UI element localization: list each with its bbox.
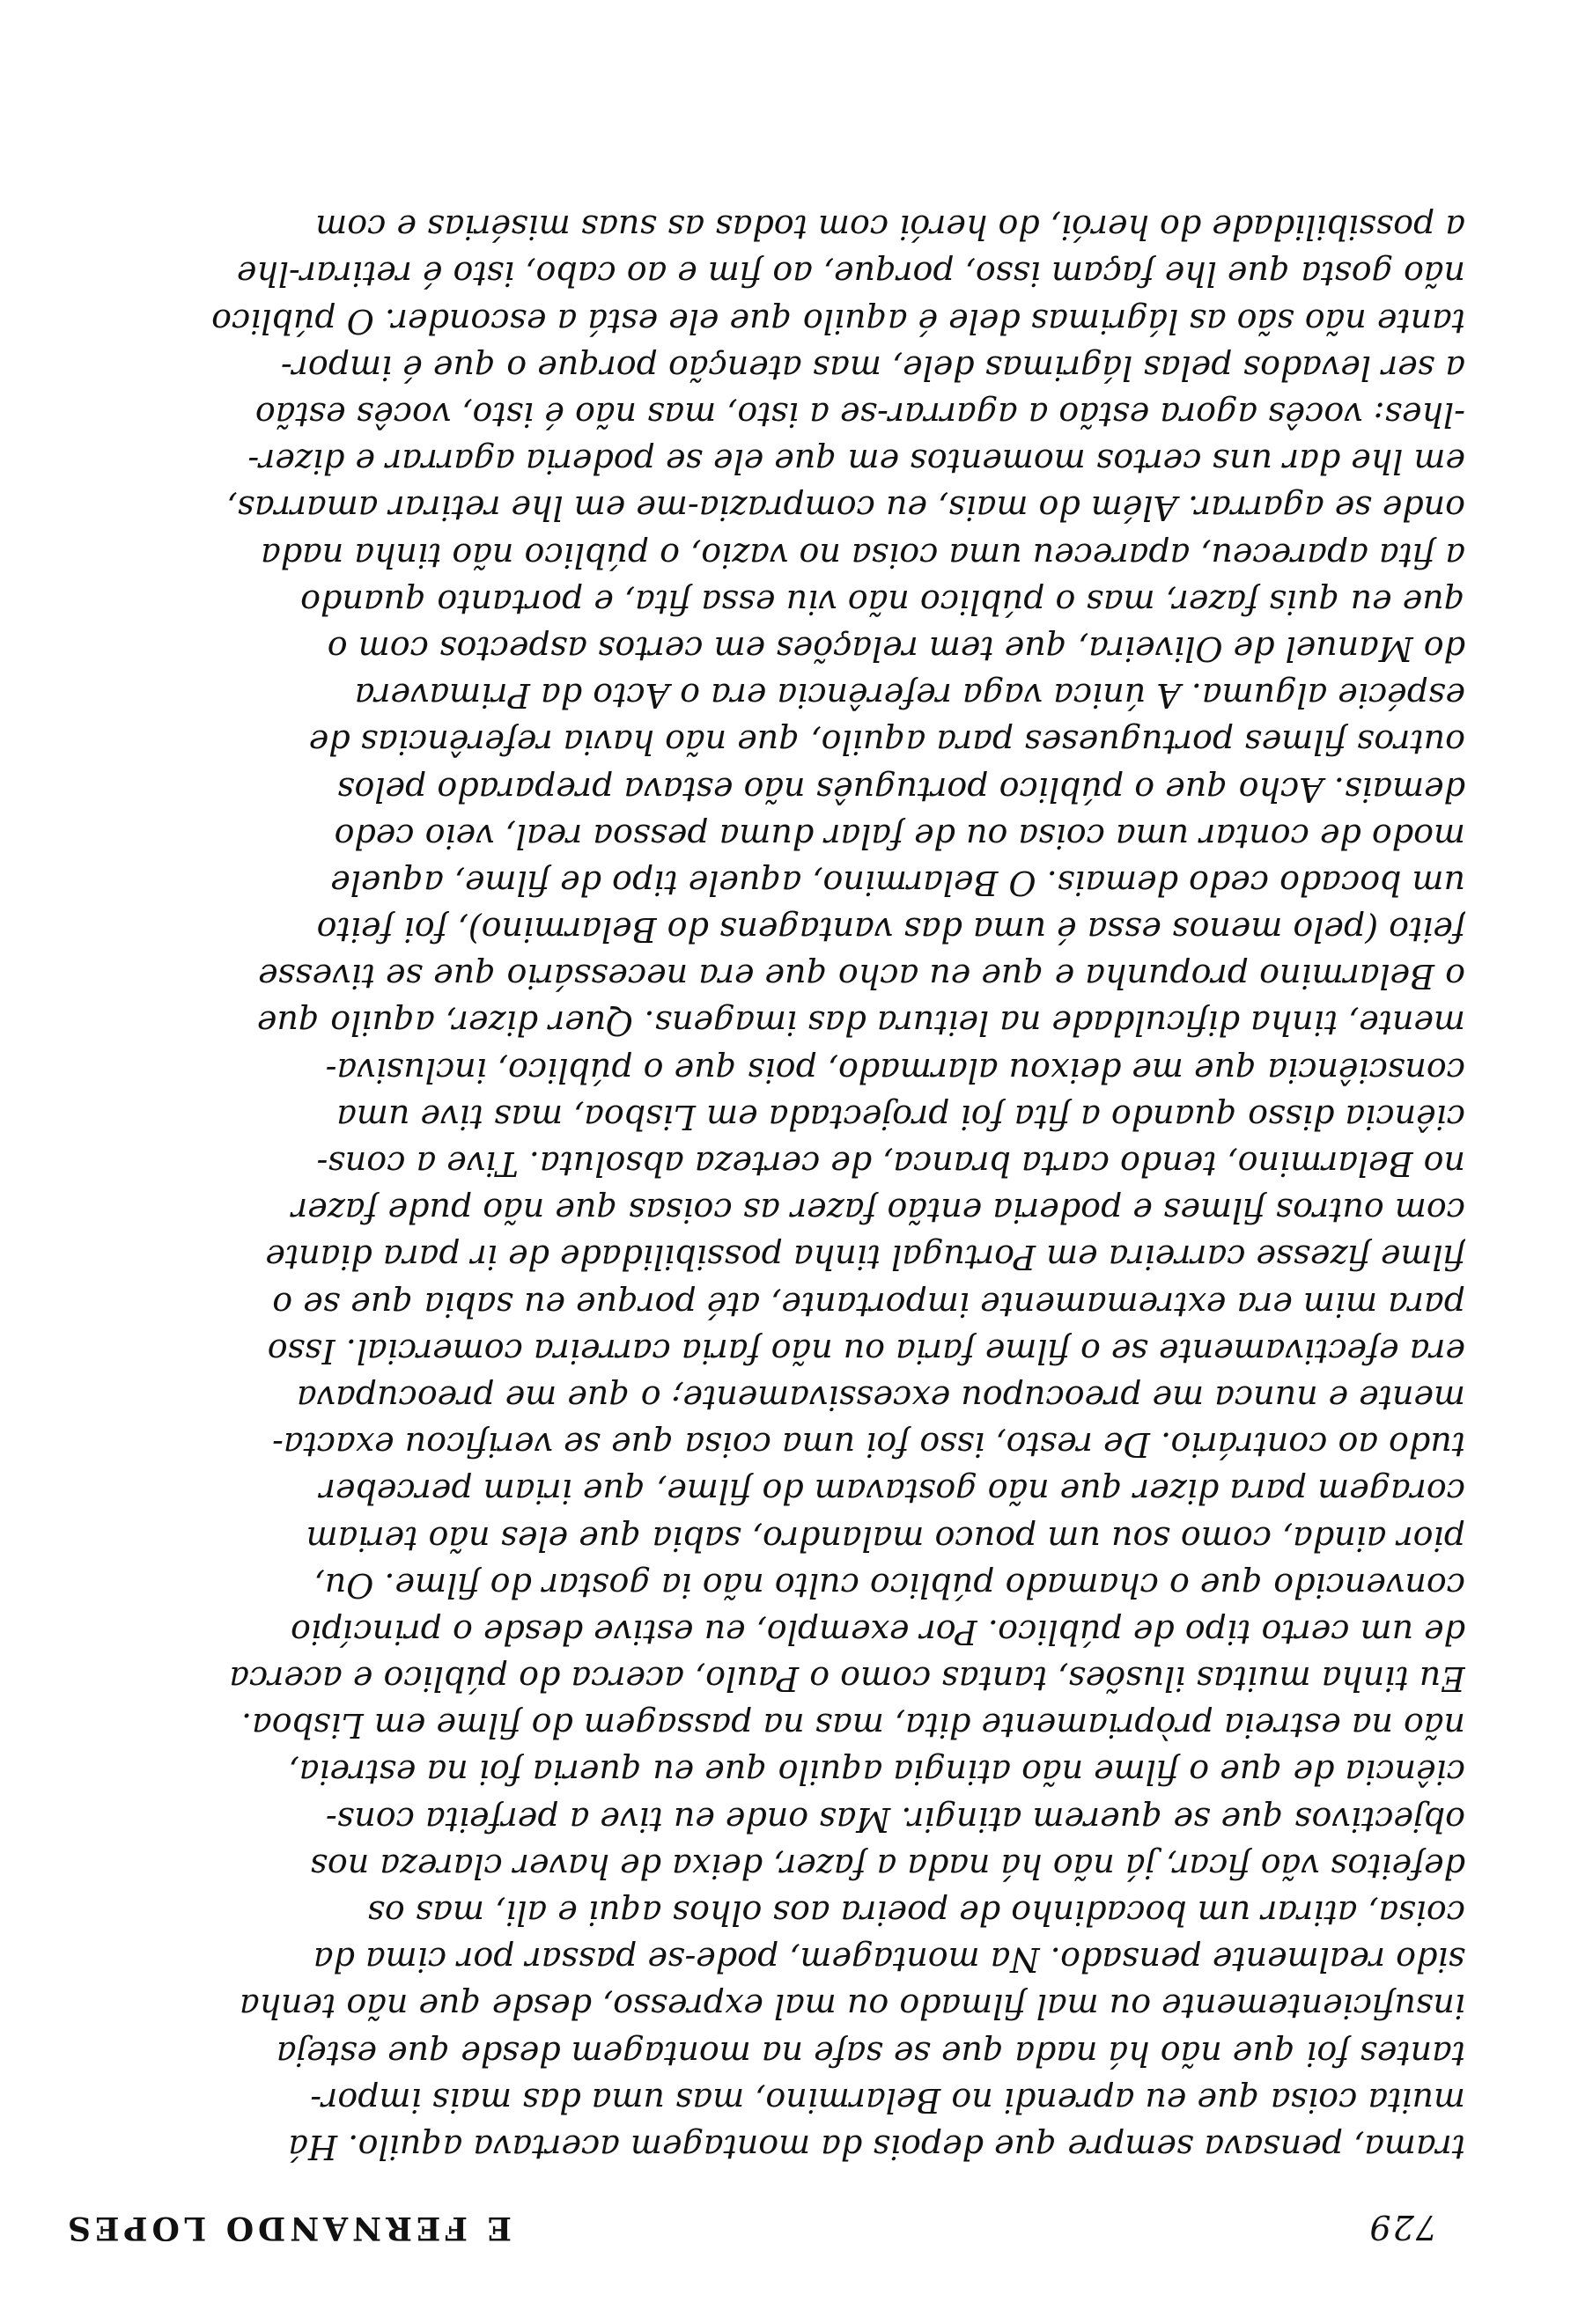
running-head: E FERNANDO LOPES: [63, 2210, 512, 2247]
text-line: ciência de que o filme não atingia aquilo que eu queria foi na estreia,: [288, 1753, 1465, 1792]
text-line: espécie alguma. A única vaga referência era o Acto da Primavera: [354, 676, 1465, 716]
body-text: [69, 203, 1465, 2170]
text-line: era efectivamente se o filme faria ou não faria carreira comercial. Isso: [267, 1331, 1465, 1371]
text-line: não gosta que lhe façam isso, porque, ao fim e ao cabo, isto é retirar-lhe: [236, 254, 1465, 294]
page-number: 729: [1368, 2208, 1437, 2247]
text-line: mente, tinha dificuldade na leitura das imagens. Quer dizer, aquilo que: [256, 1004, 1465, 1043]
page-header: [63, 2194, 1437, 2247]
text-line: objectivos que se querem atingir. Mas onde eu tive a perfeita cons-: [325, 1799, 1465, 1839]
text-line: convencido que o chamado público culto não ia gostar do filme. Ou,: [313, 1565, 1465, 1605]
text-line: mente e nunca me preocupou excessivamente; o que me preocupava: [296, 1379, 1465, 1417]
text-line: ciência disso quando a fita foi projectada em Lisboa, mas tive uma: [336, 1097, 1465, 1136]
text-line: coragem para dizer que não gostavam do filme, que iriam perceber: [319, 1472, 1465, 1511]
text-line: insuficientemente ou mal filmado ou mal expresso, desde que não tenha: [239, 1987, 1465, 2026]
text-line: consciência que me deixou alarmado, pois que o público, inclusiva-: [325, 1050, 1465, 1090]
text-line: a ser levados pelas lágrimas dele, mas atenção porque o que é impor-: [280, 348, 1465, 387]
text-line: sido realmente pensado. Na montagem, pode-se passar por cima da: [313, 1940, 1465, 1980]
text-line: em lhe dar uns certos momentos em que ele se poderia agarrar e dizer-: [247, 442, 1465, 482]
text-line: um bocado cedo demais. O Belarmino, aquele tipo de filme, aquele: [330, 863, 1465, 902]
text-line: filme fizesse carreira em Portugal tinha possibilidade de ir para diante: [265, 1238, 1465, 1277]
text-line: coisa, atirar um bocadinho de poeira aos olhos aqui e ali, mas os: [367, 1894, 1465, 1933]
text-line: modo de contar uma coisa ou de falar duma pessoa real, veio cedo: [334, 816, 1465, 856]
text-line: onde se agarrar. Além do mais, eu comprazia-me em lhe retirar amarras,: [226, 489, 1465, 528]
text-line: de um certo tipo de público. Por exemplo, eu estive desde o princípio: [291, 1612, 1465, 1651]
text-line: tudo ao contrário. De resto, isso foi uma coisa que se verificou exacta-: [271, 1425, 1465, 1465]
text-line: -lhes: vocês agora estão a agarrar-se a isto, mas não é isto, vocês estão: [254, 395, 1465, 435]
text-line: a possibilidade do herói, do herói com todas as suas misérias e com: [315, 208, 1465, 247]
text-line: para mim era extremamente importante, até porque eu sabia que se o: [272, 1284, 1465, 1324]
text-line: demais. Acho que o público português não estava preparado pelos: [336, 769, 1465, 809]
text-line: que eu quis fazer, mas o público não viu essa fita, e portanto quando: [300, 582, 1465, 621]
text-line: com outros filmes e poderia então fazer as coisas que não pude fazer: [291, 1191, 1465, 1231]
text-line: tantes foi que não há nada que se safe na montagem desde que esteja: [276, 2034, 1465, 2073]
text-line: o Belarmino propunha e que eu acho que era necessário que se tivesse: [258, 957, 1465, 997]
text-line: defeitos vão ficar, já não há nada a fazer, deixa de haver clareza nos: [310, 1846, 1465, 1886]
text-line: não na estreia pròpriamente dita, mas na passagem do filme em Lisboa.: [240, 1706, 1465, 1746]
text-line: a fita apareceu, apareceu uma coisa no vazio, o público não tinha nada: [261, 535, 1465, 575]
text-line: Eu tinha muitas ilusões, tantas como o Paulo, acerca do público e acerca: [229, 1659, 1465, 1699]
text-line: muita coisa que eu aprendi no Belarmino, mas uma das mais impor-: [310, 2080, 1465, 2120]
text-line: trama, pensava sempre que depois da montagem acertava aquilo. Há: [288, 2128, 1465, 2166]
text-line: pior ainda, como sou um pouco malandro, sabia que eles não teriam: [306, 1519, 1465, 1558]
text-line: tante não são as lágrimas dele é aquilo que ele está a esconder. O público: [211, 301, 1465, 341]
text-line: feito (pelo menos essa é uma das vantagens do Belarmino), foi feito: [316, 910, 1465, 950]
text-line: outros filmes portugueses para aquilo, que não havia referências de: [308, 723, 1465, 762]
text-line: do Manuel de Oliveira, que tem relações em certos aspectos com o: [327, 629, 1465, 668]
text-line: no Belarmino, tendo carta branca, de certeza absoluta. Tive a cons-: [316, 1144, 1465, 1184]
